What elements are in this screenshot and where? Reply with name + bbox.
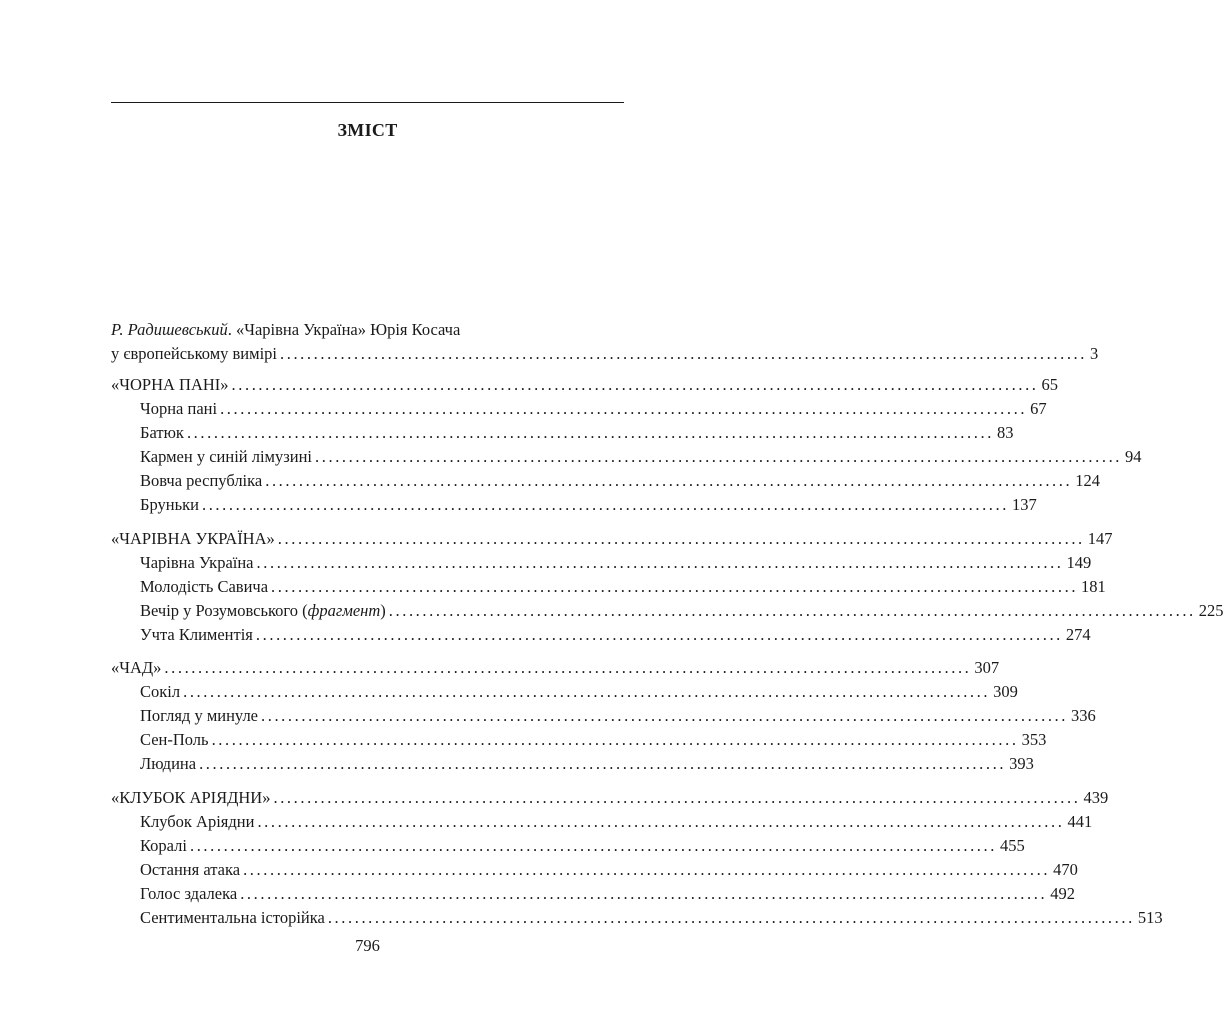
item-title: Погляд у минуле xyxy=(140,706,258,725)
toc-item xyxy=(111,906,1163,930)
leader-dots: ........................................................................................................................ xyxy=(280,344,1087,363)
item-page: 353 xyxy=(1021,730,1047,749)
item-title: Вовча республіка xyxy=(140,471,263,490)
leader-dots: ........................................................................................................................ xyxy=(240,883,1048,903)
leader-dots: ........................................................................................................................ xyxy=(256,552,1064,572)
toc-item xyxy=(111,445,1142,469)
item-page: 83 xyxy=(996,423,1014,442)
item-title: Чорна пані xyxy=(140,399,218,418)
section-heading xyxy=(111,786,1109,810)
toc-item xyxy=(111,397,1047,421)
page-title: ЗМІСТ xyxy=(337,120,398,140)
leader-dots: ........................................................................................................................ xyxy=(183,682,991,701)
item-page: 441 xyxy=(1067,811,1093,831)
item-page: 455 xyxy=(999,835,1025,855)
intro-title-line-1: «Чарівна Україна» Юрія Косача xyxy=(236,320,461,339)
item-page: 67 xyxy=(1030,399,1047,418)
item-title: Бруньки xyxy=(140,495,199,514)
intro-page: 3 xyxy=(1090,344,1099,363)
leader-dots: ........................................................................................................................ xyxy=(271,576,1079,596)
item-title: Сокіл xyxy=(140,682,181,701)
item-page: 492 xyxy=(1050,883,1075,903)
toc-item xyxy=(111,623,1091,647)
item-page: 274 xyxy=(1065,624,1091,644)
intro-entry xyxy=(111,318,1099,366)
toc-item xyxy=(111,493,1037,517)
intro-line-1 xyxy=(111,318,624,342)
leader-dots: ........................................................................................................................ xyxy=(261,706,1068,725)
toc-item xyxy=(111,882,1075,906)
intro-author-separator: . xyxy=(227,320,236,339)
section-page: 307 xyxy=(974,658,1000,677)
item-page: 309 xyxy=(993,682,1018,701)
item-title: Людина xyxy=(140,754,197,773)
item-title: Коралі xyxy=(140,835,187,855)
section-title: «ЧОРНА ПАНІ» xyxy=(111,375,229,394)
leader-dots: ........................................................................................................................ xyxy=(164,658,972,677)
item-page: 225 xyxy=(1198,600,1224,620)
toc-section xyxy=(111,527,1224,647)
item-title: Учта Климентія xyxy=(140,624,253,644)
leader-dots: ........................................................................................................................ xyxy=(199,754,1007,773)
table-of-contents xyxy=(111,373,1224,939)
leader-dots: ........................................................................................................................ xyxy=(265,471,1073,490)
toc-item xyxy=(111,551,1092,575)
toc-item xyxy=(111,752,1034,776)
leader-dots: ........................................................................................................................ xyxy=(211,730,1019,749)
leader-dots: ........................................................................................................................ xyxy=(327,907,1135,927)
item-title-start: Вечір у Розумовського ( xyxy=(140,600,308,620)
section-heading xyxy=(111,656,1000,680)
item-page: 149 xyxy=(1066,552,1092,572)
leader-dots: ........................................................................................................................ xyxy=(189,835,997,855)
item-page: 513 xyxy=(1137,907,1163,927)
leader-dots: ........................................................................................................................ xyxy=(243,859,1051,879)
intro-line-2 xyxy=(111,342,1099,366)
item-title xyxy=(140,599,386,623)
leader-dots: ........................................................................................................................ xyxy=(257,811,1065,831)
toc-item xyxy=(111,728,1047,752)
leader-dots: ........................................................................................................................ xyxy=(255,624,1063,644)
item-title: Сен-Поль xyxy=(140,730,209,749)
item-title: Кармен у синій лімузині xyxy=(140,447,313,466)
section-heading xyxy=(111,373,1059,397)
toc-item xyxy=(111,858,1078,882)
toc-item xyxy=(111,834,1025,858)
item-title: Голос здалека xyxy=(140,883,238,903)
leader-dots: ........................................................................................................................ xyxy=(220,399,1028,418)
toc-section xyxy=(111,373,1142,517)
section-page: 65 xyxy=(1041,375,1059,394)
toc-item xyxy=(111,680,1018,704)
section-page: 439 xyxy=(1083,787,1109,807)
item-page: 470 xyxy=(1053,859,1078,879)
item-page: 181 xyxy=(1081,576,1106,596)
leader-dots: ........................................................................................................................ xyxy=(201,495,1009,514)
page-number: 796 xyxy=(355,936,380,955)
item-title: Чарівна Україна xyxy=(140,552,254,572)
item-page: 393 xyxy=(1009,754,1034,773)
toc-item xyxy=(111,575,1106,599)
section-page: 147 xyxy=(1087,528,1113,548)
item-page: 94 xyxy=(1125,447,1142,466)
toc-item xyxy=(111,421,1014,445)
leader-dots: ........................................................................................................................ xyxy=(277,528,1085,548)
item-title: Батюк xyxy=(140,423,184,442)
item-title: Молодість Савича xyxy=(140,576,269,596)
leader-dots: ........................................................................................................................ xyxy=(231,375,1039,394)
toc-section xyxy=(111,656,1096,776)
toc-section xyxy=(111,786,1163,930)
item-title: Сентиментальна історійка xyxy=(140,907,325,927)
leader-dots: ........................................................................................................................ xyxy=(388,600,1196,620)
item-title: Остання атака xyxy=(140,859,241,879)
toc-item xyxy=(111,704,1096,728)
item-page: 336 xyxy=(1071,706,1096,725)
item-title-end: ) xyxy=(380,600,386,620)
item-title: Клубок Аріядни xyxy=(140,811,255,831)
toc-item xyxy=(111,810,1093,834)
leader-dots: ........................................................................................................................ xyxy=(273,787,1081,807)
header-rule xyxy=(111,102,624,103)
leader-dots: ........................................................................................................................ xyxy=(315,447,1123,466)
section-title: «КЛУБОК АРІЯДНИ» xyxy=(111,787,271,807)
item-title-italic: фрагмент xyxy=(307,600,381,620)
toc-item xyxy=(111,469,1100,493)
section-heading xyxy=(111,527,1113,551)
item-page: 137 xyxy=(1011,495,1037,514)
toc-item xyxy=(111,599,1224,623)
section-title: «ЧАД» xyxy=(111,658,162,677)
leader-dots: ........................................................................................................................ xyxy=(186,423,994,442)
section-title: «ЧАРІВНА УКРАЇНА» xyxy=(111,528,275,548)
intro-author: Р. Радишевський xyxy=(111,320,228,339)
item-page: 124 xyxy=(1075,471,1100,490)
intro-title-line-2: у європейському вимірі xyxy=(111,344,277,363)
